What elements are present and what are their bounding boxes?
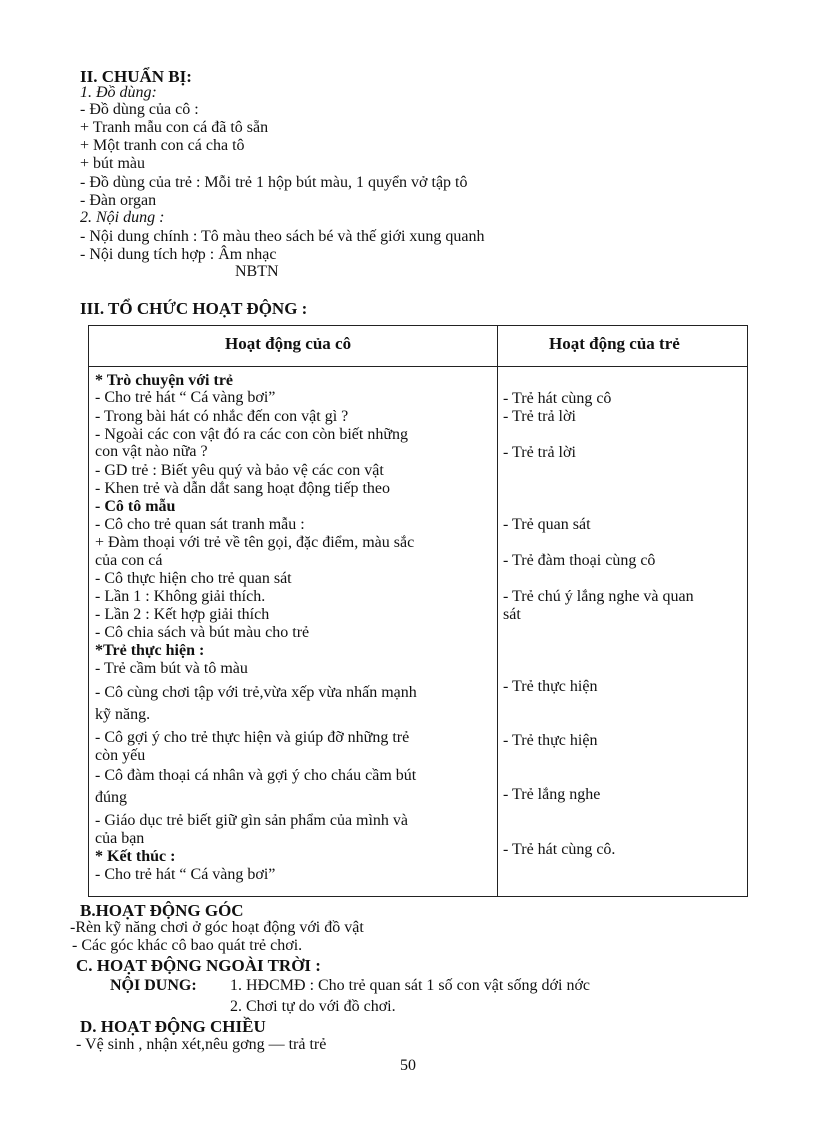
child-line: - Trẻ chú ý lắng nghe và quan <box>503 588 694 605</box>
section-d-heading: D. HOẠT ĐỘNG CHIỀU <box>80 1017 266 1036</box>
teacher-line: - Cô chia sách và bút màu cho trẻ <box>95 624 310 641</box>
teacher-line: - Cô tô mẫu <box>95 498 176 515</box>
teacher-line: - Cô cho trẻ quan sát tranh mẫu : <box>95 516 305 533</box>
child-line: - Trẻ lắng nghe <box>503 786 601 803</box>
table-column-divider <box>497 326 498 896</box>
column-header-child: Hoạt động của trẻ <box>549 334 680 353</box>
column-header-teacher: Hoạt động của cô <box>225 334 352 353</box>
teacher-line: - GD trẻ : Biết yêu quý và bảo vệ các con vật <box>95 462 384 479</box>
teacher-line: con vật nào nữa ? <box>95 443 208 460</box>
child-line: - Trẻ quan sát <box>503 516 591 533</box>
teacher-line: - Cô cùng chơi tập với trẻ,vừa xếp vừa nhấn mạnh <box>95 684 417 701</box>
teacher-line: * Kết thúc : <box>95 848 176 865</box>
outdoor-item-1: 1. HĐCMĐ : Cho trẻ quan sát 1 số con vật sống dới nớc <box>230 977 590 994</box>
section-c-heading: C. HOẠT ĐỘNG NGOÀI TRỜI : <box>76 956 321 975</box>
teacher-line: - Trẻ cầm bút và tô màu <box>95 660 248 677</box>
text-line: NBTN <box>235 263 279 280</box>
teacher-line: - Lần 2 : Kết hợp giải thích <box>95 606 270 623</box>
text-line: + Một tranh con cá cha tô <box>80 137 245 154</box>
teacher-line: - Lần 1 : Không giải thích. <box>95 588 266 605</box>
outdoor-item-2: 2. Chơi tự do với đồ chơi. <box>230 998 396 1015</box>
text-line: - Các góc khác cô bao quát trẻ chơi. <box>72 937 303 954</box>
child-line: - Trẻ thực hiện <box>503 732 598 749</box>
text-line: + Tranh mẫu con cá đã tô sẵn <box>80 119 269 136</box>
text-line: - Đàn organ <box>80 192 157 209</box>
text-line: + bút màu <box>80 155 146 172</box>
teacher-line: * Trò chuyện với trẻ <box>95 372 234 389</box>
child-line: - Trẻ thực hiện <box>503 678 598 695</box>
teacher-line: - Cho trẻ hát “ Cá vàng bơi” <box>95 866 276 883</box>
content-label: NỘI DUNG: <box>110 977 197 994</box>
teacher-line: của con cá <box>95 552 163 569</box>
child-line: - Trẻ trả lời <box>503 408 576 425</box>
child-line: sát <box>503 606 521 623</box>
child-line: - Trẻ trả lời <box>503 444 576 461</box>
teacher-line: - Cho trẻ hát “ Cá vàng bơi” <box>95 389 276 406</box>
teacher-line: của bạn <box>95 830 145 847</box>
table-header-divider <box>89 366 747 367</box>
teacher-line: đúng <box>95 789 127 806</box>
teacher-line: - Giáo dục trẻ biết giữ gìn sản phẩm của mình và <box>95 812 409 829</box>
child-line: - Trẻ hát cùng cô <box>503 390 612 407</box>
text-line: - Đồ dùng của cô : <box>80 101 199 118</box>
teacher-line: *Trẻ thực hiện : <box>95 642 205 659</box>
teacher-line: - Cô thực hiện cho trẻ quan sát <box>95 570 292 587</box>
teacher-line: kỹ năng. <box>95 706 151 723</box>
teacher-line: - Cô gợi ý cho trẻ thực hiện và giúp đỡ những trẻ <box>95 729 410 746</box>
teacher-line: - Ngoài các con vật đó ra các con còn biết những <box>95 426 408 443</box>
text-line: - Nội dung chính : Tô màu theo sách bé và thế giới xung quanh <box>80 228 485 245</box>
subheading-tools: 1. Đồ dùng: <box>80 84 157 101</box>
child-line: - Trẻ hát cùng cô. <box>503 841 616 858</box>
section-2-heading: II. CHUẨN BỊ: <box>80 67 192 86</box>
teacher-line: - Cô đàm thoại cá nhân và gợi ý cho cháu cầm bút <box>95 767 417 784</box>
activity-table <box>88 325 748 897</box>
teacher-line: còn yếu <box>95 747 146 764</box>
page-number: 50 <box>400 1057 416 1074</box>
text-line: -Rèn kỹ năng chơi ở góc hoạt động với đồ vật <box>70 919 364 936</box>
child-line: - Trẻ đàm thoại cùng cô <box>503 552 656 569</box>
text-line: - Nội dung tích hợp : Âm nhạc <box>80 246 277 263</box>
teacher-line: - Khen trẻ và dẫn dắt sang hoạt động tiếp theo <box>95 480 391 497</box>
teacher-line: + Đàm thoại với trẻ về tên gọi, đặc điểm, màu sắc <box>95 534 415 551</box>
section-3-heading: III. TỔ CHỨC HOẠT ĐỘNG : <box>80 299 308 318</box>
text-line: - Vệ sinh , nhận xét,nêu gơng — trả trẻ <box>76 1036 327 1053</box>
section-b-heading: B.HOẠT ĐỘNG GÓC <box>80 901 244 920</box>
subheading-content: 2. Nội dung : <box>80 209 165 226</box>
teacher-line: - Trong bài hát có nhắc đến con vật gì ? <box>95 408 349 425</box>
text-line: - Đồ dùng của trẻ : Mỗi trẻ 1 hộp bút màu, 1 quyển vở tập tô <box>80 174 468 191</box>
